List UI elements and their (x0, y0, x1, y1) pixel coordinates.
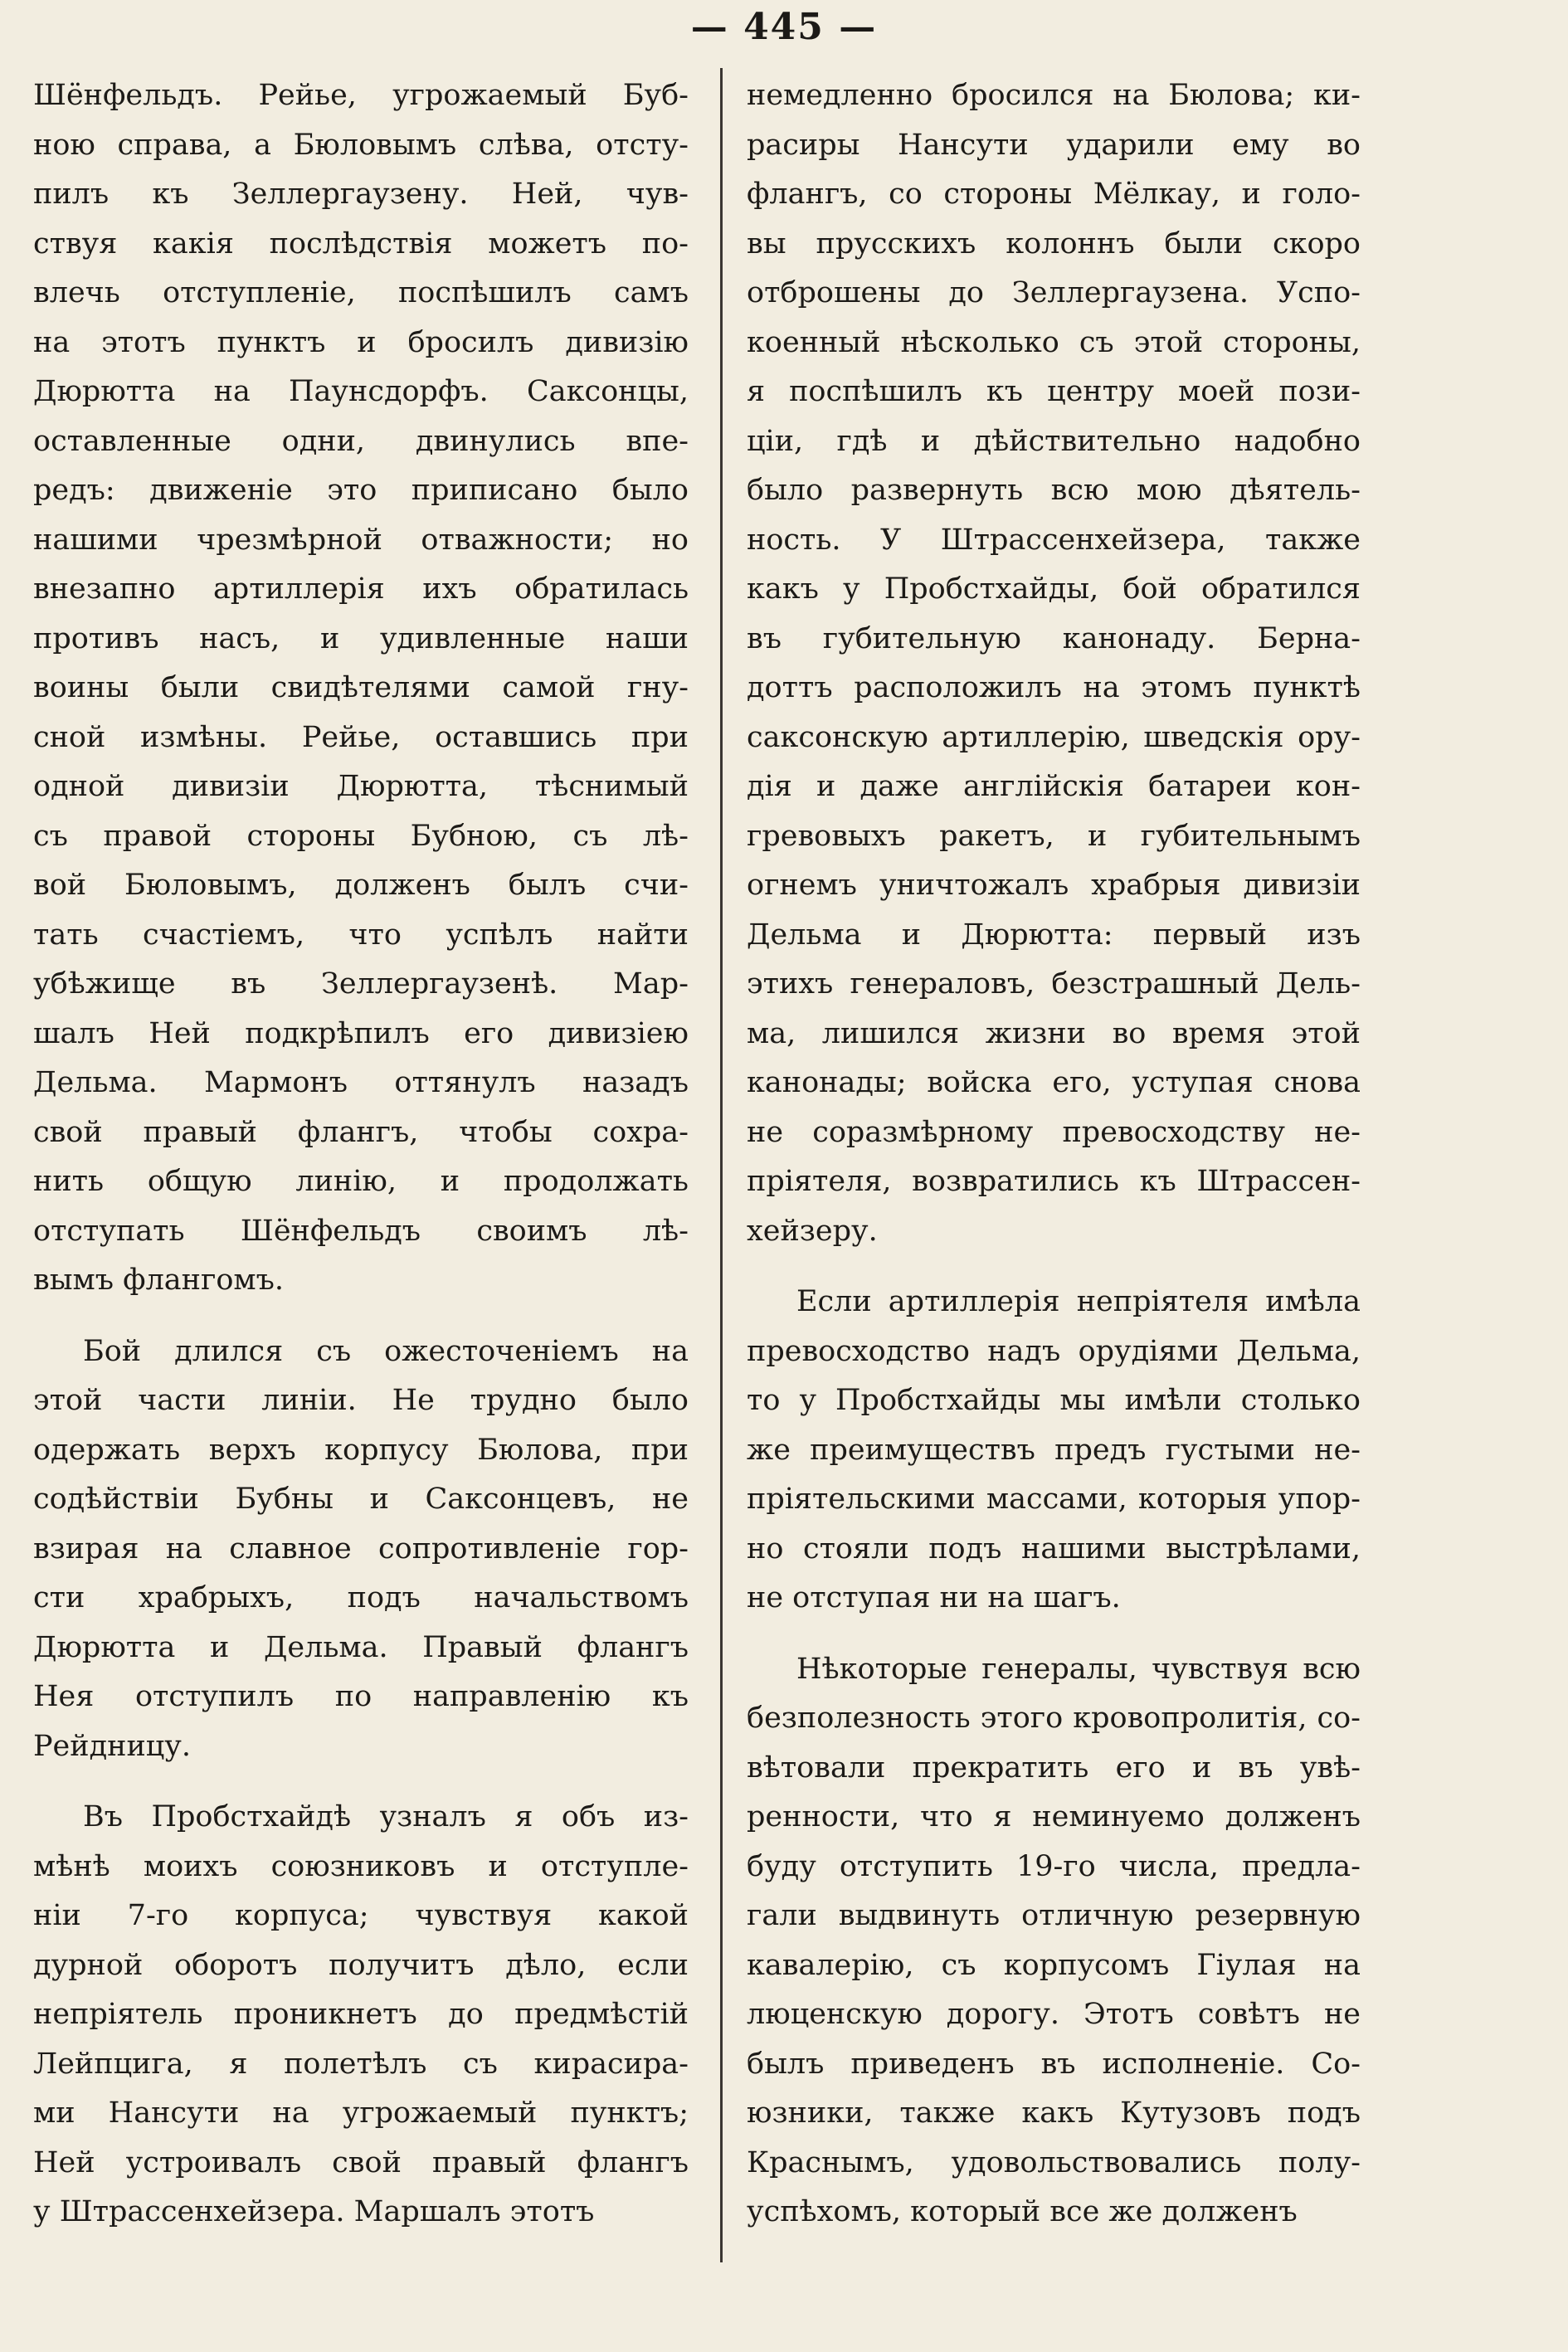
text-line: мѣнѣ моихъ союзниковъ и отступле- (33, 1849, 689, 1883)
text-line: редъ: движеніе это приписано было (33, 474, 689, 507)
text-line: успѣхомъ, который все же долженъ (747, 2195, 1298, 2228)
text-line: противъ насъ, и удивленные наши (33, 621, 689, 655)
text-line: Дельма. Мармонъ оттянулъ назадъ (33, 1066, 689, 1099)
text-line: нить общую линію, и продолжать (33, 1165, 689, 1198)
text-line: не соразмѣрному превосходству не- (747, 1115, 1361, 1149)
text-line: нашими чрезмѣрной отважности; но (33, 523, 689, 557)
text-line: было развернуть всю мою дѣятель- (747, 474, 1361, 507)
text-line: сной измѣны. Рейье, оставшись при (33, 720, 689, 754)
text-line: канонады; войска его, уступая снова (747, 1066, 1361, 1099)
text-line: этой части линіи. Не трудно было (33, 1384, 689, 1417)
text-line: кавалерію, съ корпусомъ Гіулая на (747, 1948, 1361, 1982)
text-line: Нея отступилъ по направленію къ (33, 1680, 689, 1713)
text-line: Рейдницу. (33, 1729, 192, 1763)
text-line: превосходство надъ орудіями Дельма, (747, 1334, 1361, 1368)
text-line: пріятельскими массами, которыя упор- (747, 1483, 1361, 1516)
paragraph-gap (747, 1624, 1361, 1645)
text-line: отступать Шёнфельдъ своимъ лѣ- (33, 1214, 689, 1248)
text-line: доттъ расположилъ на этомъ пунктѣ (747, 671, 1361, 704)
text-line: оставленные одни, двинулись впе- (33, 424, 689, 458)
page-number: — 445 — (690, 6, 878, 48)
text-line: вой Бюловымъ, долженъ былъ счи- (33, 869, 689, 902)
text-line: дурной оборотъ получитъ дѣло, если (33, 1948, 689, 1982)
text-line: былъ приведенъ въ исполненіе. Со- (747, 2047, 1361, 2081)
right-column (747, 71, 1361, 2238)
text-line: Шёнфельдъ. Рейье, угрожаемый Буб- (33, 79, 689, 112)
paragraph (747, 1645, 1361, 2238)
text-line: свой правый флангъ, чтобы сохра- (33, 1115, 689, 1149)
text-line: у Штрассенхейзера. Маршалъ этотъ (33, 2195, 595, 2228)
text-line: Дельма и Дюрютта: первый изъ (747, 918, 1361, 952)
paragraph (33, 1327, 689, 1772)
text-line: Лейпцига, я полетѣлъ съ кирасира- (33, 2047, 689, 2081)
text-line: пилъ къ Зеллергаузену. Ней, чув- (33, 178, 689, 211)
text-line: немедленно бросился на Бюлова; ки- (747, 79, 1361, 112)
text-line: на этотъ пунктъ и бросилъ дивизію (33, 325, 689, 359)
text-line: пріятеля, возвратились къ Штрассен- (747, 1165, 1361, 1198)
text-line: Бой длился съ ожесточеніемъ на (83, 1334, 689, 1368)
column-divider (720, 68, 723, 2262)
text-line: буду отступить 19-го числа, предла- (747, 1849, 1361, 1883)
text-line: я поспѣшилъ къ центру моей пози- (747, 375, 1361, 408)
paragraph-gap (33, 1306, 689, 1327)
text-line: внезапно артиллерія ихъ обратилась (33, 572, 689, 606)
text-line: юзники, также какъ Кутузовъ подъ (747, 2096, 1361, 2130)
text-line: ніи 7-го корпуса; чувствуя какой (33, 1899, 689, 1932)
text-line: вѣтовали прекратить его и въ увѣ- (747, 1751, 1361, 1785)
text-line: одержать верхъ корпусу Бюлова, при (33, 1433, 689, 1467)
text-line: Дюрютта и Дельма. Правый флангъ (33, 1630, 689, 1664)
text-line: флангъ, со стороны Мёлкау, и голо- (747, 178, 1361, 211)
text-line: какъ у Пробстхайды, бой обратился (747, 572, 1361, 606)
paragraph-gap (33, 1771, 689, 1793)
text-line: влечь отступленіе, поспѣшилъ самъ (33, 276, 689, 309)
paragraph (747, 71, 1361, 1256)
text-line: ми Нансути на угрожаемый пунктъ; (33, 2096, 689, 2130)
text-line: содѣйствіи Бубны и Саксонцевъ, не (33, 1483, 689, 1516)
text-line: же преимуществъ предъ густыми не- (747, 1433, 1361, 1467)
text-line: вы прусскихъ колоннъ были скоро (747, 226, 1361, 261)
text-line: ренности, что я неминуемо долженъ (747, 1800, 1361, 1833)
text-line: ность. У Штрассенхейзера, также (747, 523, 1361, 557)
text-line: огнемъ уничтожалъ храбрыя дивизіи (747, 869, 1361, 902)
text-line: ціи, гдѣ и дѣйствительно надобно (747, 424, 1361, 458)
text-line: не отступая ни на шагъ. (747, 1581, 1121, 1614)
text-line: убѣжище въ Зеллергаузенѣ. Мар- (33, 967, 689, 1001)
text-line: ствуя какія послѣдствія можетъ по- (33, 226, 689, 261)
text-line: взирая на славное сопротивленіе гор- (33, 1531, 689, 1566)
text-line: сти храбрыхъ, подъ начальствомъ (33, 1581, 689, 1614)
text-line: гревовыхъ ракетъ, и губительнымъ (747, 819, 1361, 853)
text-line: ма, лишился жизни во время этой (747, 1016, 1361, 1050)
text-line: то у Пробстхайды мы имѣли столько (747, 1384, 1361, 1417)
text-line: Если артиллерія непріятеля имѣла (796, 1285, 1361, 1318)
paragraph-gap (747, 1256, 1361, 1278)
text-line: Ней устроивалъ свой правый флангъ (33, 2145, 689, 2179)
text-line: Краснымъ, удовольствовались полу- (747, 2145, 1361, 2179)
text-line: въ губительную канонаду. Берна- (747, 621, 1361, 655)
text-line: вымъ флангомъ. (33, 1264, 285, 1297)
text-line: воины были свидѣтелями самой гну- (33, 671, 689, 704)
text-line: безполезность этого кровопролитія, со- (747, 1702, 1361, 1735)
paragraph (747, 1278, 1361, 1624)
paragraph (33, 71, 689, 1306)
text-line: люценскую дорогу. Этотъ совѣтъ не (747, 1998, 1361, 2031)
text-line: но стояли подъ нашими выстрѣлами, (747, 1531, 1361, 1566)
paragraph (33, 1793, 689, 2238)
left-column (33, 71, 689, 2238)
text-line: шалъ Ней подкрѣпилъ его дивизіею (33, 1016, 689, 1050)
text-line: расиры Нансути ударили ему во (747, 128, 1361, 162)
text-line: Дюрютта на Паунсдорфъ. Саксонцы, (33, 375, 689, 408)
text-line: одной дивизіи Дюрютта, тѣснимый (33, 770, 689, 803)
text-line: этихъ генераловъ, безстрашный Дель- (747, 967, 1361, 1001)
text-line: гали выдвинуть отличную резервную (747, 1899, 1361, 1932)
text-line: непріятель проникнетъ до предмѣстій (33, 1998, 689, 2031)
text-line: отброшены до Зеллергаузена. Успо- (747, 276, 1361, 309)
text-line: коенный нѣсколько съ этой стороны, (747, 325, 1361, 359)
text-line: тать счастіемъ, что успѣлъ найти (33, 918, 689, 952)
text-line: Нѣкоторые генералы, чувствуя всю (796, 1652, 1361, 1686)
text-line: Въ Пробстхайдѣ узналъ я объ из- (83, 1800, 689, 1833)
text-line: хейзеру. (747, 1214, 878, 1248)
text-line: ною справа, а Бюловымъ слѣва, отсту- (33, 128, 689, 162)
text-line: дія и даже англійскія батареи кон- (747, 770, 1361, 803)
text-line: саксонскую артиллерію, шведскія ору- (747, 720, 1361, 754)
text-line: съ правой стороны Бубною, съ лѣ- (33, 819, 689, 853)
